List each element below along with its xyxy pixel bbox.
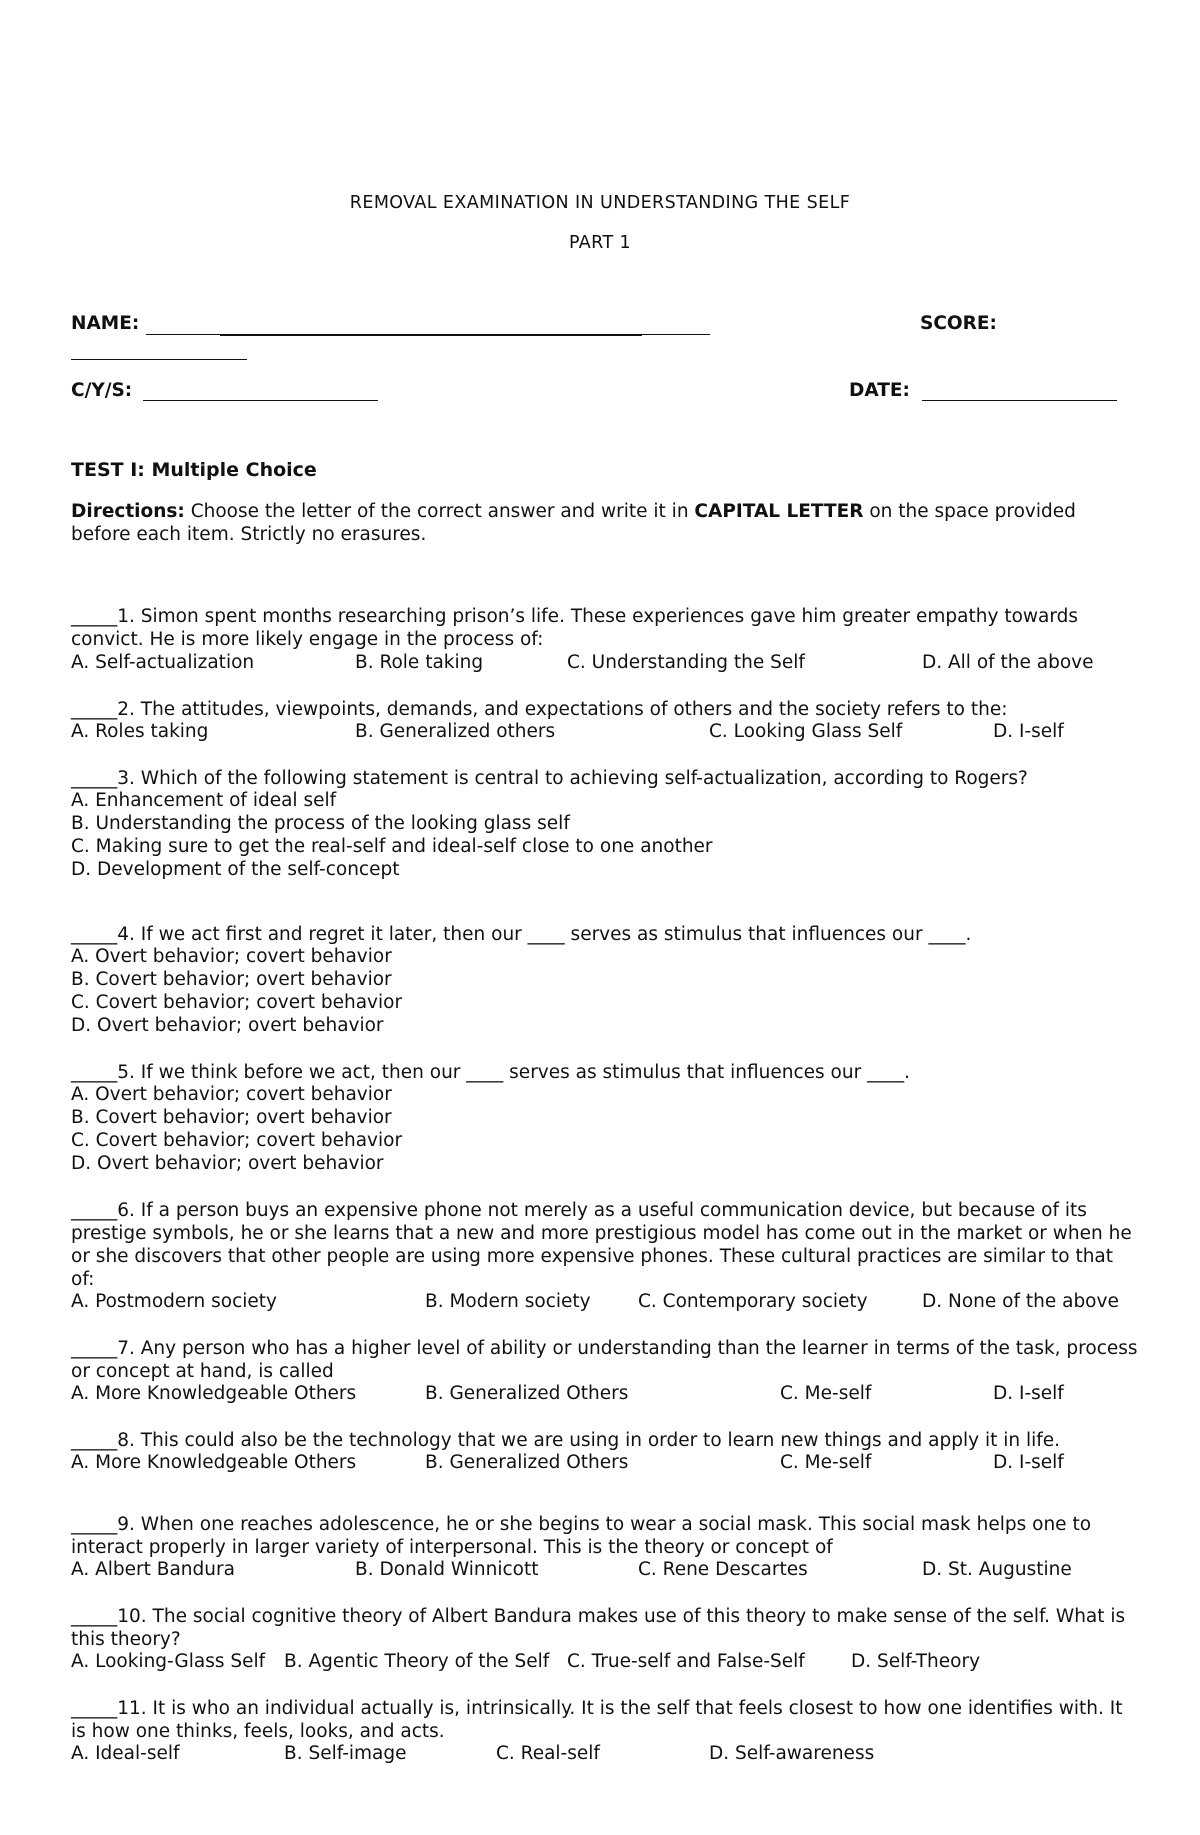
question-2-option-b[interactable]: B. Generalized others — [355, 721, 556, 742]
directions — [71, 500, 1141, 546]
name-blank-tail — [642, 334, 710, 335]
question-4-option-d[interactable]: D. Overt behavior; overt behavior — [71, 1015, 384, 1036]
question-5-option-c[interactable]: C. Covert behavior; covert behavior — [71, 1130, 403, 1151]
question-9-option-b[interactable]: B. Donald Winnicott — [355, 1559, 539, 1580]
question-7-option-b[interactable]: B. Generalized Others — [425, 1383, 629, 1404]
question-10-option-b[interactable]: B. Agentic Theory of the Self — [284, 1651, 550, 1672]
question-6-option-b[interactable]: B. Modern society — [425, 1291, 591, 1312]
question-3-option-d[interactable]: D. Development of the self-concept — [71, 859, 400, 880]
test-title: TEST I: Multiple Choice — [71, 459, 317, 481]
question-7-option-c[interactable]: C. Me-self — [780, 1383, 872, 1404]
date-field[interactable] — [922, 400, 1117, 401]
question-2-option-a[interactable]: A. Roles taking — [71, 721, 209, 742]
question-7-stem: _____7. Any person who has a higher level of ability or understanding than the learner in terms of the task, process or concept at hand, is called — [71, 1338, 1138, 1382]
question-9-stem: _____9. When one reaches adolescence, he or she begins to wear a social mask. This social mask helps one to interact properly in larger variety of interpersonal. This is the theory or concept of — [71, 1514, 1092, 1558]
question-4-option-b[interactable]: B. Covert behavior; overt behavior — [71, 969, 392, 990]
question-6-option-c[interactable]: C. Contemporary society — [638, 1291, 868, 1312]
question-11-option-d[interactable]: D. Self-awareness — [709, 1743, 875, 1764]
question-8-option-b[interactable]: B. Generalized Others — [425, 1452, 629, 1473]
question-9-option-a[interactable]: A. Albert Bandura — [71, 1559, 235, 1580]
question-5-option-d[interactable]: D. Overt behavior; overt behavior — [71, 1153, 384, 1174]
question-2-stem: _____2. The attitudes, viewpoints, demands, and expectations of others and the society refers to the: — [71, 699, 1008, 720]
question-9-option-d[interactable]: D. St. Augustine — [922, 1559, 1072, 1580]
question-3-stem: _____3. Which of the following statement is central to achieving self-actualization, according to Rogers? — [71, 768, 1028, 789]
question-11-stem: _____11. It is who an individual actually is, intrinsically. It is the self that feels closest to how one identifies with. It is how one thinks, feels, looks, and acts. — [71, 1698, 1123, 1742]
date-label: DATE: — [849, 380, 910, 401]
question-4-option-a[interactable]: A. Overt behavior; covert behavior — [71, 946, 392, 967]
directions-text-1: Choose the letter of the correct answer and write it in — [184, 501, 695, 522]
directions-emphasis: CAPITAL LETTER — [694, 501, 864, 522]
question-11-option-c[interactable]: C. Real-self — [496, 1743, 600, 1764]
question-8-option-c[interactable]: C. Me-self — [780, 1452, 872, 1473]
question-2-option-c[interactable]: C. Looking Glass Self — [709, 721, 903, 742]
question-1-option-c[interactable]: C. Understanding the Self — [567, 652, 805, 673]
question-11-option-b[interactable]: B. Self-image — [284, 1743, 407, 1764]
question-7-option-d[interactable]: D. I-self — [993, 1383, 1064, 1404]
question-10-option-a[interactable]: A. Looking-Glass Self — [71, 1651, 266, 1672]
question-2-option-d[interactable]: D. I-self — [993, 721, 1064, 742]
question-1-option-b[interactable]: B. Role taking — [355, 652, 484, 673]
question-7-option-a[interactable]: A. More Knowledgeable Others — [71, 1383, 357, 1404]
question-3-option-c[interactable]: C. Making sure to get the real-self and ideal-self close to one another — [71, 836, 713, 857]
question-5-stem: _____5. If we think before we act, then our ____ serves as stimulus that influences our ____. — [71, 1062, 910, 1083]
question-8-option-d[interactable]: D. I-self — [993, 1452, 1064, 1473]
question-10-stem: _____10. The social cognitive theory of Albert Bandura makes use of this theory to make sense of the self. What is this theory? — [71, 1606, 1126, 1650]
name-blank-lead — [146, 334, 220, 335]
score-field[interactable] — [71, 359, 247, 360]
question-10-option-d[interactable]: D. Self-Theory — [851, 1651, 981, 1672]
question-5-option-a[interactable]: A. Overt behavior; covert behavior — [71, 1084, 392, 1105]
question-8-option-a[interactable]: A. More Knowledgeable Others — [71, 1452, 357, 1473]
name-field[interactable] — [220, 334, 642, 336]
question-3-option-a[interactable]: A. Enhancement of ideal self — [71, 790, 337, 811]
part-label: PART 1 — [568, 233, 632, 253]
question-3-option-b[interactable]: B. Understanding the process of the looking glass self — [71, 813, 570, 834]
cys-label: C/Y/S: — [71, 380, 133, 401]
question-6-option-d[interactable]: D. None of the above — [922, 1291, 1119, 1312]
question-6-option-a[interactable]: A. Postmodern society — [71, 1291, 278, 1312]
directions-label: Directions: — [71, 501, 185, 522]
cys-field[interactable] — [143, 400, 378, 401]
question-5-option-b[interactable]: B. Covert behavior; overt behavior — [71, 1107, 392, 1128]
question-6-stem: _____6. If a person buys an expensive phone not merely as a useful communication device, but because of its prestige symbols, he or she learns that a new and more prestigious model has come out in the market or when he or she discovers that other people are using more expensive phones. These cultural practices are similar to that of: — [71, 1200, 1132, 1290]
question-9-option-c[interactable]: C. Rene Descartes — [638, 1559, 808, 1580]
score-label: SCORE: — [920, 313, 997, 334]
question-8-stem: _____8. This could also be the technology that we are using in order to learn new things and apply it in life. — [71, 1430, 1061, 1451]
question-1-option-d[interactable]: D. All of the above — [922, 652, 1094, 673]
exam-title: REMOVAL EXAMINATION IN UNDERSTANDING THE SELF — [349, 193, 851, 213]
question-11-option-a[interactable]: A. Ideal-self — [71, 1743, 180, 1764]
question-10-option-c[interactable]: C. True-self and False-Self — [567, 1651, 805, 1672]
name-label: NAME: — [71, 313, 140, 334]
question-4-stem: _____4. If we act first and regret it later, then our ____ serves as stimulus that influences our ____. — [71, 924, 972, 945]
question-1-option-a[interactable]: A. Self-actualization — [71, 652, 255, 673]
directions-text-2: on the space provided before each item. Strictly no erasures. — [71, 501, 1076, 545]
question-1-stem: _____1. Simon spent months researching prison’s life. These experiences gave him greater empathy towards convict. He is more likely engage in the process of: — [71, 606, 1079, 650]
question-4-option-c[interactable]: C. Covert behavior; covert behavior — [71, 992, 403, 1013]
